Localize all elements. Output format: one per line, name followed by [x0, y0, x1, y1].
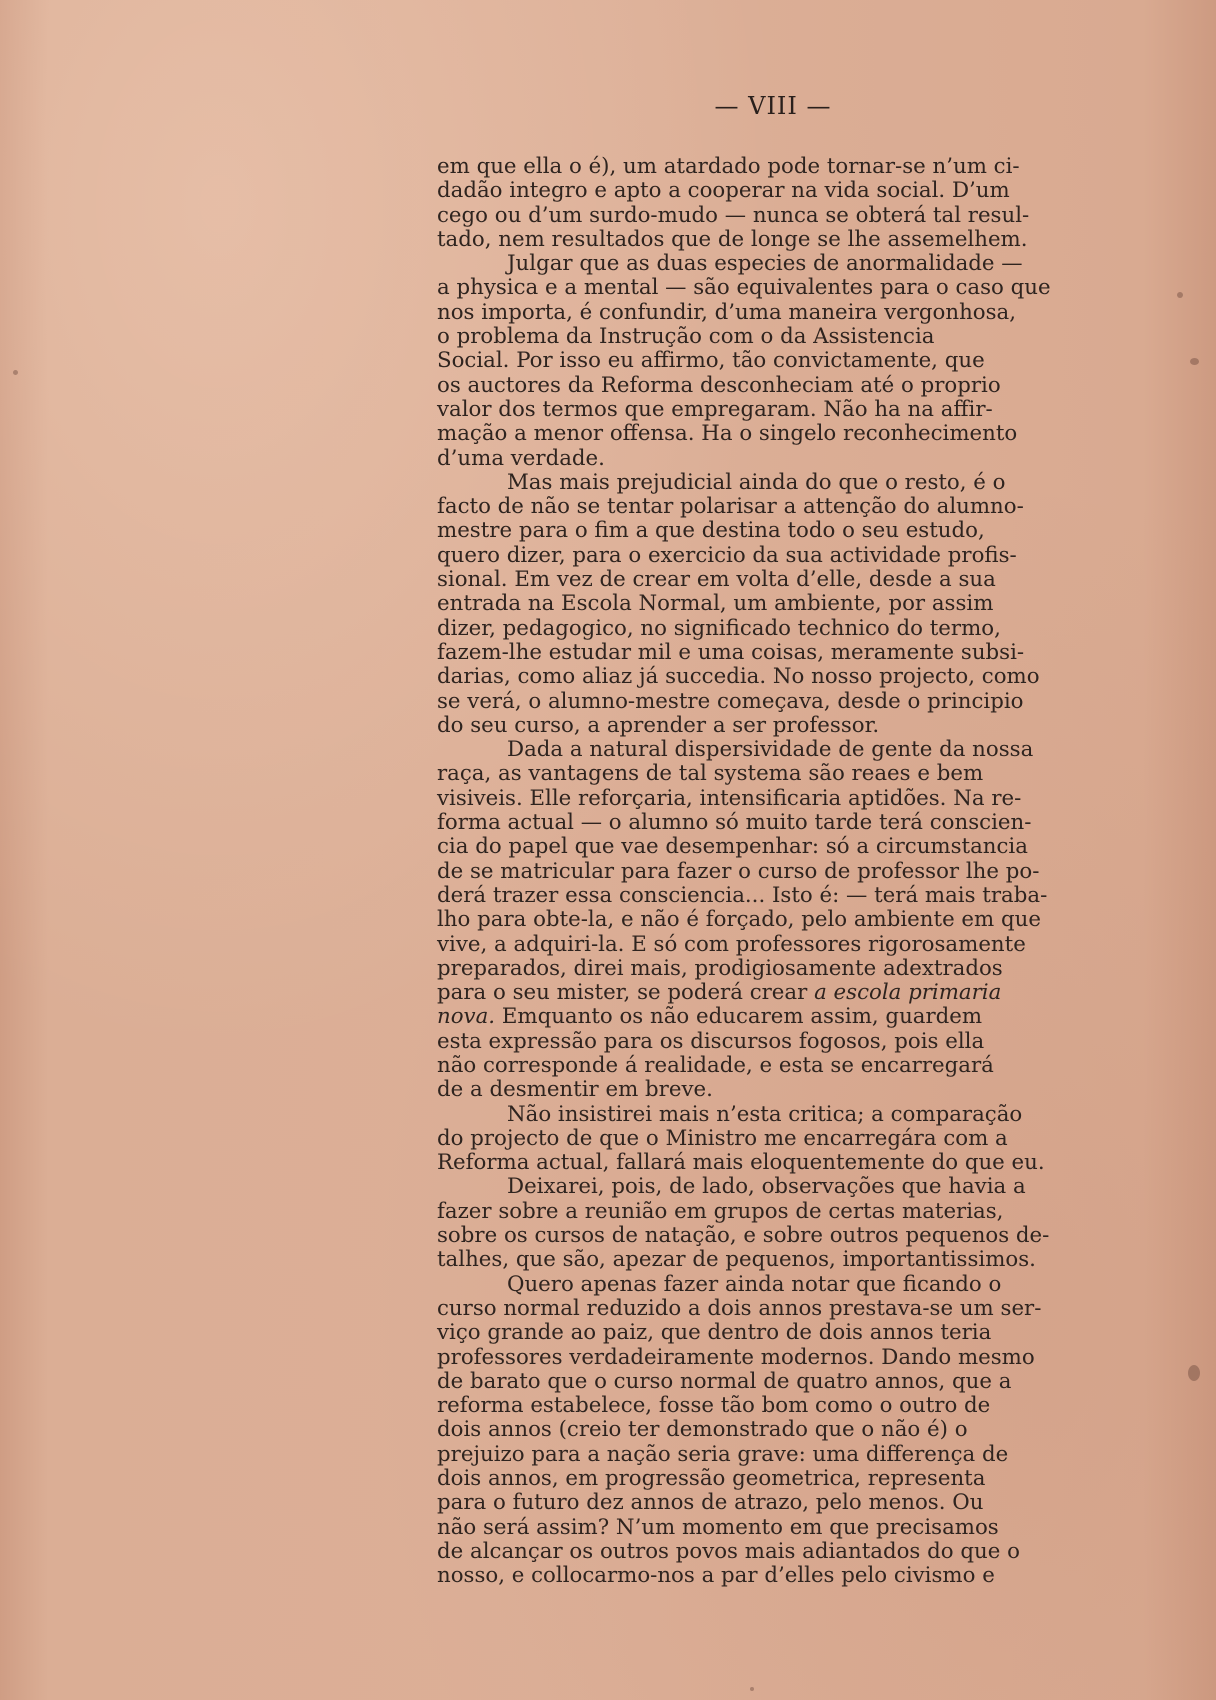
text-line: do projecto de que o Ministro me encarregára com a — [437, 1125, 1008, 1151]
text-line: dois annos (creio ter demonstrado que o não é) o — [437, 1417, 968, 1443]
page-number: — VIII — — [714, 92, 832, 120]
text-line: valor dos termos que empregaram. Não ha na affir- — [437, 396, 993, 422]
text-line: os auctores da Reforma desconheciam até o proprio — [437, 372, 1001, 398]
text-line: forma actual — o alumno só muito tarde terá conscien- — [437, 810, 1032, 836]
text-line: de a desmentir em breve. — [437, 1077, 713, 1103]
paper-speck — [1188, 1365, 1200, 1381]
text-line: cego ou d’um surdo-mudo — nunca se obterá tal resul- — [437, 202, 1030, 228]
body-text — [437, 155, 1082, 1589]
text-line — [437, 1005, 1082, 1029]
text-line: facto de não se tentar polarisar a attenção do alumno- — [437, 494, 1024, 520]
paper-speck — [1177, 292, 1183, 298]
text-line: mação a menor offensa. Ha o singelo reconhecimento — [437, 421, 1018, 447]
text-line: Social. Por isso eu affirmo, tão convictamente, que — [437, 348, 985, 374]
text-line: prejuizo para a nação seria grave: uma differença de — [437, 1441, 1009, 1467]
text-line: entrada na Escola Normal, um ambiente, por assim — [437, 591, 994, 617]
text-line: darias, como aliaz já succedia. No nosso projecto, como — [437, 664, 1040, 690]
text-line: sobre os cursos de natação, e sobre outros pequenos de- — [437, 1223, 1050, 1249]
text-line: não será assim? N’um momento em que precisamos — [437, 1514, 999, 1540]
text-line: a physica e a mental — são equivalentes para o caso que — [437, 275, 1051, 301]
text-line: mestre para o fim a que destina todo o seu estudo, — [437, 518, 985, 544]
text-line: tado, nem resultados que de longe se lhe assemelhem. — [437, 226, 1028, 252]
text-line: dadão integro e apto a cooperar na vida social. D’um — [437, 178, 1010, 204]
text-line: Reforma actual, fallará mais eloquentemente do que eu. — [437, 1150, 1045, 1176]
text-line: quero dizer, para o exercicio da sua actividade profis- — [437, 542, 1017, 568]
text-line: nos importa, é confundir, d’uma maneira vergonhosa, — [437, 299, 1017, 325]
paper-speck — [750, 1687, 754, 1691]
text-line: do seu curso, a aprender a ser professor. — [437, 712, 880, 738]
text-line: dizer, pedagogico, no significado technico do termo, — [437, 615, 1001, 641]
text-line: reforma estabelece, fosse tão bom como o outro de — [437, 1393, 991, 1419]
text-line: Não insistirei mais n’esta critica; a comparação — [507, 1101, 1023, 1127]
paper-speck — [1190, 358, 1199, 365]
text-line: o problema da Instrução com o da Assistencia — [437, 324, 935, 350]
text-line: lho para obte-la, e não é forçado, pelo ambiente em que — [437, 907, 1041, 933]
text-line: vive, a adquiri-la. E só com professores rigorosamente — [437, 931, 1026, 957]
text-line: talhes, que são, apezar de pequenos, importantissimos. — [437, 1247, 1036, 1273]
text-line: fazer sobre a reunião em grupos de certas materias, — [437, 1198, 1004, 1224]
paper-speck — [13, 370, 18, 375]
text-line: se verá, o alumno-mestre começava, desde o principio — [437, 688, 1024, 714]
text-line: visiveis. Elle reforçaria, intensificaria aptidões. Na re- — [437, 785, 1022, 811]
text-line — [437, 981, 1082, 1005]
text-line: Mas mais prejudicial ainda do que o resto, é o — [507, 469, 1006, 495]
italic-phrase: a escola primaria — [814, 980, 1002, 1006]
italic-phrase: nova. — [437, 1004, 496, 1030]
text-line: de barato que o curso normal de quatro annos, que a — [437, 1368, 1012, 1394]
text-line: Julgar que as duas especies de anormalidade — — [507, 251, 1023, 277]
text-fragment: Emquanto os não educarem assim, guardem — [501, 1004, 983, 1030]
text-line: dois annos, em progressão geometrica, representa — [437, 1466, 986, 1492]
text-line: viço grande ao paiz, que dentro de dois annos teria — [437, 1320, 992, 1346]
text-line: Quero apenas fazer ainda notar que ficando o — [507, 1271, 1002, 1297]
text-line: d’uma verdade. — [437, 445, 605, 471]
text-line: Deixarei, pois, de lado, observações que havia a — [507, 1174, 1026, 1200]
text-line: de se matricular para fazer o curso de professor lhe po- — [437, 858, 1040, 884]
text-line: raça, as vantagens de tal systema são reaes e bem — [437, 761, 984, 787]
text-line: sional. Em vez de crear em volta d’elle, desde a sua — [437, 567, 996, 593]
text-line: cia do papel que vae desempenhar: só a circumstancia — [437, 834, 1028, 860]
text-line: para o futuro dez annos de atrazo, pelo menos. Ou — [437, 1490, 984, 1516]
text-line: nosso, e collocarmo-nos a par d’elles pelo civismo e — [437, 1563, 995, 1589]
text-line: preparados, direi mais, prodigiosamente adextrados — [437, 955, 1003, 981]
text-line: professores verdadeiramente modernos. Dando mesmo — [437, 1344, 1035, 1370]
text-line: Dada a natural dispersividade de gente da nossa — [507, 737, 1034, 763]
text-line: não corresponde á realidade, e esta se encarregará — [437, 1052, 994, 1078]
text-line: fazem-lhe estudar mil e uma coisas, meramente subsi- — [437, 639, 1025, 665]
text-line: esta expressão para os discursos fogosos, pois ella — [437, 1028, 985, 1054]
text-line: de alcançar os outros povos mais adiantados do que o — [437, 1538, 1020, 1564]
text-fragment: para o seu mister, se poderá crear — [437, 980, 808, 1006]
text-line: em que ella o é), um atardado pode tornar-se n’um ci- — [437, 154, 1020, 179]
text-line: derá trazer essa consciencia... Isto é: — terá mais traba- — [437, 882, 1048, 908]
text-line: curso normal reduzido a dois annos prestava-se um ser- — [437, 1295, 1042, 1321]
